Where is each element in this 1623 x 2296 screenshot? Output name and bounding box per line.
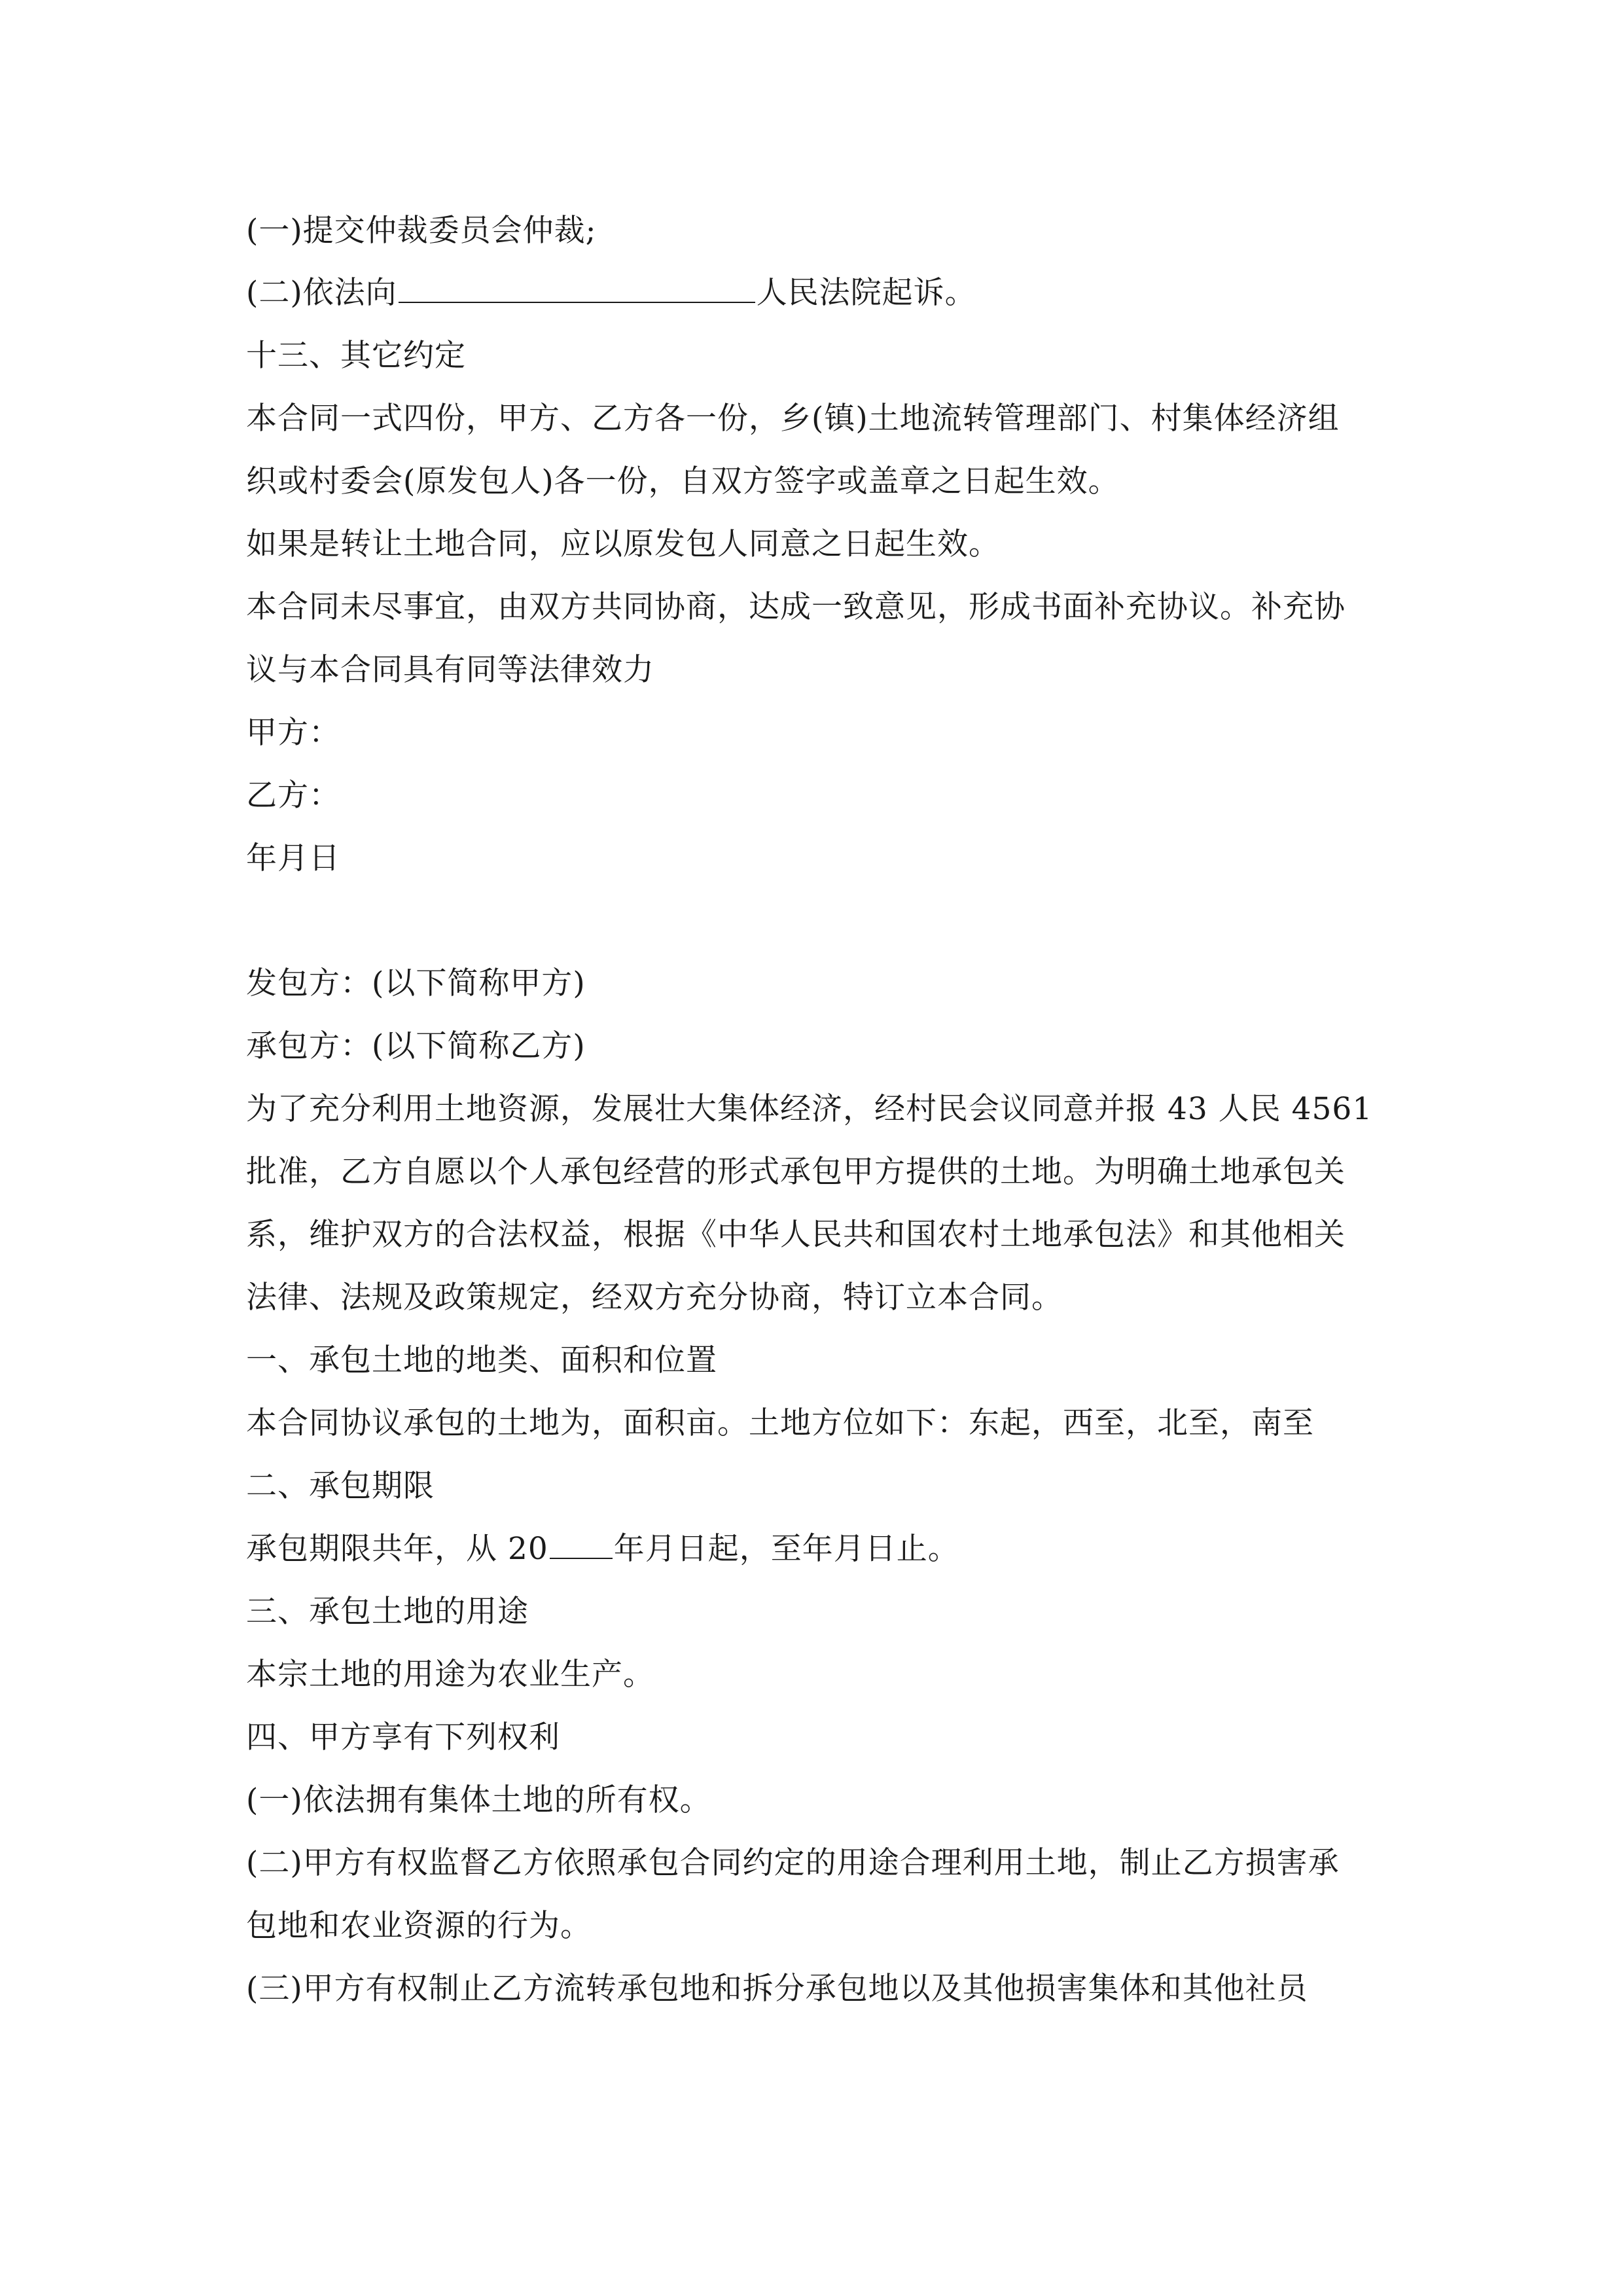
text-line [246,651,1385,690]
text-line [246,399,1385,439]
section-heading [246,1592,1385,1632]
line-text: 承包期限共年，从 20 [246,1531,548,1567]
line-text: (一)依法拥有集体土地的所有权。 [246,1782,711,1818]
line-text: 织或村委会(原发包人)各一份，自双方签字或盖章之日起生效。 [246,463,1120,499]
text-line [246,1530,1385,1569]
line-text: 系，维护双方的合法权益，根据《中华人民共和国农村土地承包法》和其他相关 [246,1217,1346,1253]
text-line [246,274,1385,313]
line-text: 为了充分利用土地资源，发展壮大集体经济，经村民会议同意并报 43 人民 4561 [246,1091,1373,1127]
text-line [246,1090,1385,1129]
line-text: 本合同协议承包的土地为，面积亩。土地方位如下：东起，西至，北至，南至 [246,1405,1314,1441]
text-line [246,1278,1385,1318]
line-text: 年月日 [246,840,340,876]
line-text: 人民法院起诉。 [756,275,976,311]
text-line [246,1404,1385,1443]
line-text: (二)依法向 [246,275,397,311]
line-text: 四、甲方享有下列权利 [246,1719,560,1755]
line-text: 批准，乙方自愿以个人承包经营的形式承包甲方提供的土地。为明确土地承包关 [246,1154,1346,1190]
line-text: (一)提交仲裁委员会仲裁; [246,213,597,249]
line-text: 发包方：(以下简称甲方) [246,965,586,1001]
line-text: 法律、法规及政策规定，经双方充分协商，特订立本合同。 [246,1280,1063,1316]
text-line [246,1907,1385,1946]
line-text: 本合同未尽事宜，由双方共同协商，达成一致意见，形成书面补充协议。补充协 [246,589,1346,625]
text-line [246,462,1385,501]
line-text: 承包方：(以下简称乙方) [246,1028,586,1064]
line-text: 本合同一式四份，甲方、乙方各一份，乡(镇)土地流转管理部门、村集体经济组 [246,401,1340,437]
line-text: (三)甲方有权制止乙方流转承包地和拆分承包地以及其他损害集体和其他社员 [246,1971,1308,2007]
signature-party-b [246,776,1385,816]
text-line [246,211,1385,251]
section-heading [246,1718,1385,1757]
fill-in-blank [550,1557,613,1559]
text-line [246,588,1385,627]
text-line [246,525,1385,564]
line-text: 本宗土地的用途为农业生产。 [246,1657,654,1693]
section-heading [246,336,1385,376]
section-heading [246,1467,1385,1506]
line-text: 乙方： [246,778,340,814]
text-line [246,1969,1385,2009]
text-line [246,964,1385,1003]
line-text: 议与本合同具有同等法律效力 [246,652,654,688]
line-text: 一、承包土地的地类、面积和位置 [246,1342,717,1378]
text-line [246,1027,1385,1066]
text-line [246,1215,1385,1255]
line-text: (二)甲方有权监督乙方依照承包合同约定的用途合理利用土地，制止乙方损害承 [246,1845,1340,1881]
fill-in-blank [399,301,755,303]
text-line [246,1153,1385,1192]
text-line [246,1844,1385,1883]
line-text: 如果是转让土地合同，应以原发包人同意之日起生效。 [246,526,1000,562]
line-text: 年月日起，至年月日止。 [613,1531,959,1567]
signature-date [246,839,1385,878]
line-text: 十三、其它约定 [246,338,466,374]
text-line [246,1655,1385,1695]
signature-party-a [246,713,1385,753]
section-heading [246,1341,1385,1380]
line-text: 二、承包期限 [246,1468,435,1504]
text-line [246,1781,1385,1820]
line-text: 三、承包土地的用途 [246,1594,529,1630]
line-text: 包地和农业资源的行为。 [246,1908,592,1944]
line-text: 甲方： [246,715,340,751]
